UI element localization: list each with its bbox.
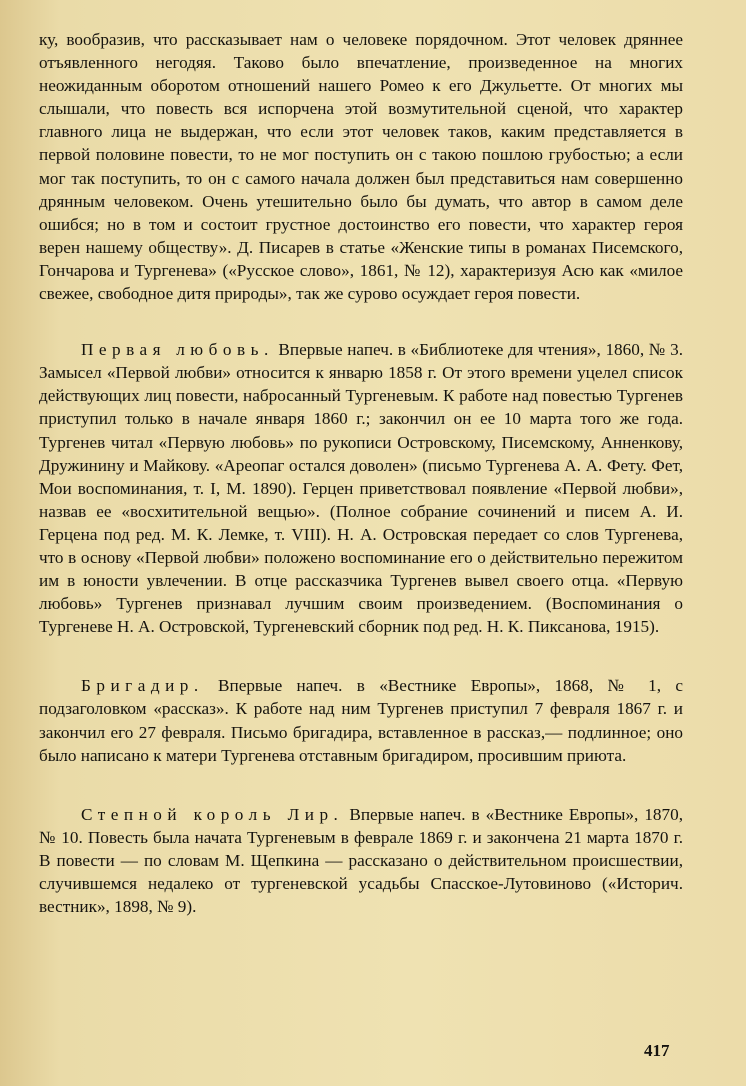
paragraph-steppe-king-lear [39,803,683,918]
page-body [39,28,683,918]
entry-title-first-love: Первая любовь. [81,340,274,360]
paragraph-first-love [39,338,683,638]
entry-text-brigadier: Впервые напеч. в «Вестнике Европы», 1868, № 1, с подзаголовком «рассказ». К работе над ним Тургенев приступил 7 февраля 1867 г. и закончил его 27 февраля. Письмо бригадира, вставленное в рассказ,— подлинное; оно было написано к матери Тургенева отставным бригадиром, просившим приюта. [39,676,683,765]
paragraph-asya-commentary: ку, вообразив, что рассказывает нам о человеке порядочном. Этот человек дряннее отъявленного негодяя. Таково было впечатление, произведенное на многих неожиданным оборотом отношений нашего Ромео к его Джульетте. От многих мы слышали, что повесть вся испорчена этой возмутительной сценой, что характер главного лица не выдержан, что если этот человек таков, каким представляется в первой половине повести, то не мог поступить он с такою пошлою грубостью; а если мог так поступить, то он с самого начала должен был представиться нам совершенно дрянным человеком. Очень утешительно было бы думать, что автор в самом деле ошибся; но в том и состоит грустное достоинство его повести, что характер героя верен нашему обществу». Д. Писарев в статье «Женские типы в романах Писемского, Гончарова и Тургенева» («Русское слово», 1861, № 12), характеризуя Асю как «милое свежее, свободное дитя природы», так же сурово осуждает героя повести. [39,30,683,304]
page-number: 417 [644,1041,670,1060]
entry-title-steppe-king-lear: Степной король Лир. [81,804,344,824]
entry-text-first-love: Впервые напеч. в «Библиотеке для чтения», 1860, № 3. Замысел «Первой любви» относится к январю 1858 г. От этого времени уцелел список действующих лиц повести, набросанный Тургеневым. К работе над повестью Тургенев приступил только в начале января 1860 г.; закончил он ее 10 марта того же года. Тургенев читал «Первую любовь» по рукописи Островскому, Писемскому, Анненкову, Дружинину и Майкову. «Ареопаг остался доволен» (письмо Тургенева А. А. Фету. Фет, Мои воспоминания, т. I, М. 1890). Герцен приветствовал появление «Первой любви», назвав ее «восхитительной вещью». (Полное собрание сочинений и писем А. И. Герцена под ред. М. К. Лемке, т. VIII). Н. А. Островская передает со слов Тургенева, что в основу «Первой любви» положено воспоминание его о действительно пережитом им в юности увлечении. В отце рассказчика Тургенев вывел своего отца. «Первую любовь» Тургенев признавал лучшим своим произведением. (Воспоминания о Тургеневе Н. А. Островской, Тургеневский сборник под ред. Н. К. Пиксанова, 1915). [39,340,684,637]
entry-title-brigadier: Бригадир. [81,676,204,696]
entry-text-steppe-king-lear: Впервые напеч. в «Вестнике Европы», 1870, № 10. Повесть была начата Тургеневым в феврале 1869 г. и закончена 21 марта 1870 г. В повести — по словам М. Щепкина — рассказано о действительном происшествии, случившемся недалеко от тургеневской усадьбы Спасское-Лутовиново («Историч. вестник», 1898, № 9). [39,804,684,917]
paragraph-brigadier [39,674,683,766]
